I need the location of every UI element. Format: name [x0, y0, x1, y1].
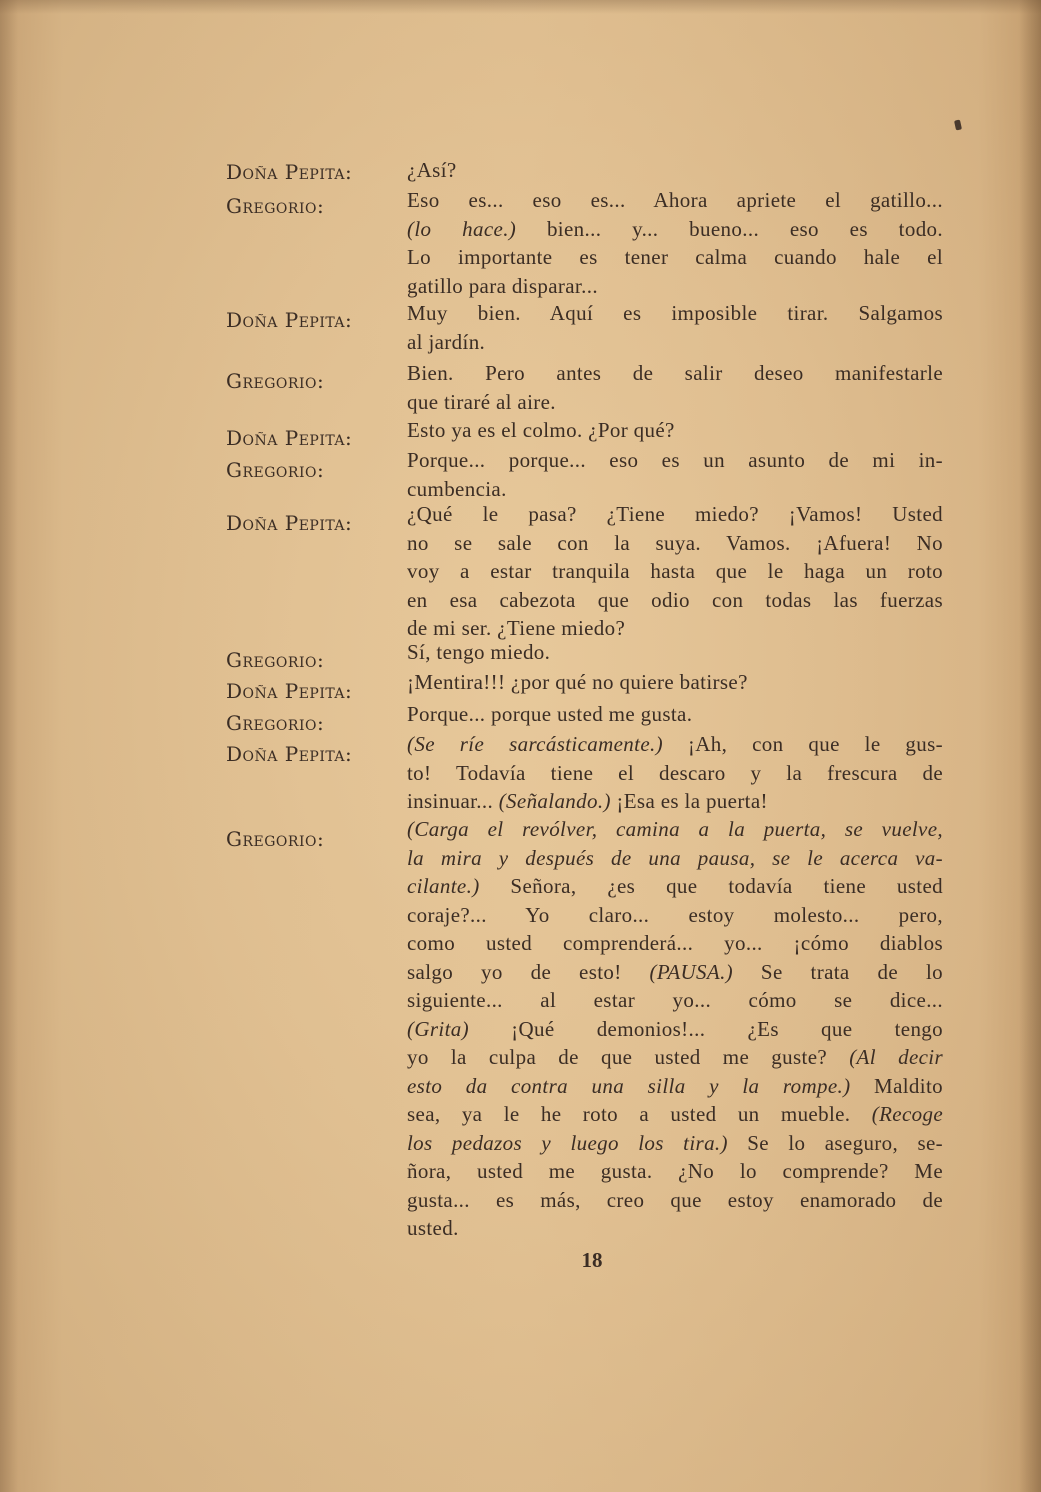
speech-line: (Se ríe sarcásticamente.) ¡Ah, con que le gus- [407, 732, 943, 756]
speech-line: al jardín. [407, 329, 486, 354]
speech-line: Porque... porque usted me gusta. [407, 702, 693, 726]
speech-block [407, 156, 943, 185]
speech-line: Porque... porque... eso es un asunto de mi in- [407, 448, 943, 472]
speech-line: los pedazos y luego los tira.) Se lo aseguro, se- [407, 1130, 944, 1155]
stage-direction: (Se ríe sarcásticamente.) [407, 732, 663, 756]
stage-direction: (Señalando.) [498, 789, 611, 813]
speech-line: sea, ya le he roto a usted un mueble. (Recoge [407, 1102, 943, 1126]
speech-block [407, 186, 943, 300]
speech-line: to! Todavía tiene el descaro y la frescura de [407, 760, 943, 785]
speech-line: yo la culpa de que usted me guste? (Al decir [407, 1045, 943, 1069]
speaker-gregorio: Gregorio: [226, 194, 325, 218]
speaker-gregorio: Gregorio: [226, 648, 325, 672]
speaker-dona-pepita: Doña Pepita: [226, 160, 353, 184]
speech-block [407, 446, 943, 503]
stage-direction: cilante.) [407, 874, 480, 898]
stage-direction: (PAUSA.) [649, 959, 734, 984]
speech-block [407, 668, 943, 697]
speech-line: insinuar... (Señalando.) ¡Esa es la puerta! [407, 789, 768, 813]
speech-line: Lo importante es tener calma cuando hale el [407, 245, 943, 269]
speaker-dona-pepita: Doña Pepita: [226, 742, 353, 766]
speech-line [407, 844, 943, 873]
stage-direction: los pedazos y luego los tira.) [407, 1130, 728, 1155]
stage-direction: la mira y después de una pausa, se le acerca va- [407, 845, 943, 870]
speech-block [407, 730, 943, 816]
speech-block [407, 500, 943, 643]
speech-line: Muy bien. Aquí es imposible tirar. Salgamos [407, 301, 943, 325]
speech-line: como usted comprenderá... yo... ¡cómo diablos [407, 931, 943, 955]
speech-line: Sí, tengo miedo. [407, 640, 551, 664]
speech-line: cumbencia. [407, 476, 507, 501]
page-number: 18 [581, 1248, 603, 1272]
speech-line: que tiraré al aire. [407, 389, 556, 414]
speech-line: cilante.) Señora, ¿es que todavía tiene usted [407, 874, 943, 898]
speech-block [407, 700, 943, 729]
speech-line: esto da contra una silla y la rompe.) Maldito [407, 1073, 944, 1098]
speaker-dona-pepita: Doña Pepita: [226, 679, 353, 703]
speech-line: ¡Mentira!!! ¿por qué no quiere batirse? [407, 670, 748, 694]
stage-direction: esto da contra una silla y la rompe.) [407, 1073, 851, 1098]
speech-line: ñora, usted me gusta. ¿No lo comprende? Me [407, 1159, 943, 1183]
speaker-gregorio: Gregorio: [226, 369, 325, 393]
speech-line: Bien. Pero antes de salir deseo manifestarle [407, 361, 943, 385]
speech-line: Esto ya es el colmo. ¿Por qué? [407, 418, 675, 442]
speech-line: Eso es... eso es... Ahora apriete el gatillo... [407, 188, 943, 212]
speech-line: voy a estar tranquila hasta que le haga un roto [407, 559, 943, 583]
stage-direction: (Carga el revólver, camina a la puerta, se vuelve, [407, 817, 943, 841]
speech-block [407, 359, 943, 416]
stage-direction: (Recoge [871, 1102, 943, 1126]
speaker-dona-pepita: Doña Pepita: [226, 511, 353, 535]
speaker-gregorio: Gregorio: [226, 827, 325, 851]
speech-line: gatillo para disparar... [407, 273, 598, 298]
speech-line: gusta... es más, creo que estoy enamorado de [407, 1187, 943, 1212]
speech-block [407, 299, 943, 356]
speech-line: de mi ser. ¿Tiene miedo? [407, 616, 626, 640]
speech-block [407, 638, 943, 667]
speaker-gregorio: Gregorio: [226, 711, 325, 735]
stage-direction: (Grita) [407, 1016, 469, 1041]
speech-line: coraje?... Yo claro... estoy molesto... pero, [407, 902, 943, 927]
speech-line: usted. [407, 1216, 459, 1240]
speech-block [407, 815, 943, 1243]
speaker-dona-pepita: Doña Pepita: [226, 308, 353, 332]
speech-line: ¿Qué le pasa? ¿Tiene miedo? ¡Vamos! Usted [407, 502, 943, 526]
speaker-gregorio: Gregorio: [226, 458, 325, 482]
speech-line: no se sale con la suya. Vamos. ¡Afuera! No [407, 530, 943, 555]
stage-direction: (Al decir [849, 1045, 943, 1069]
speech-line [407, 815, 943, 844]
speech-line: siguiente... al estar yo... cómo se dice... [407, 988, 943, 1012]
speech-line: ¿Así? [407, 158, 457, 182]
speech-line: (Grita) ¡Qué demonios!... ¿Es que tengo [407, 1016, 943, 1041]
speech-block [407, 416, 943, 445]
speaker-dona-pepita: Doña Pepita: [226, 426, 353, 450]
speech-line: salgo yo de esto! (PAUSA.) Se trata de lo [407, 959, 943, 984]
speech-line: en esa cabezota que odio con todas las fuerzas [407, 587, 943, 612]
stage-direction: (lo hace.) [407, 216, 517, 241]
speech-line: (lo hace.) bien... y... bueno... eso es todo. [407, 216, 943, 241]
